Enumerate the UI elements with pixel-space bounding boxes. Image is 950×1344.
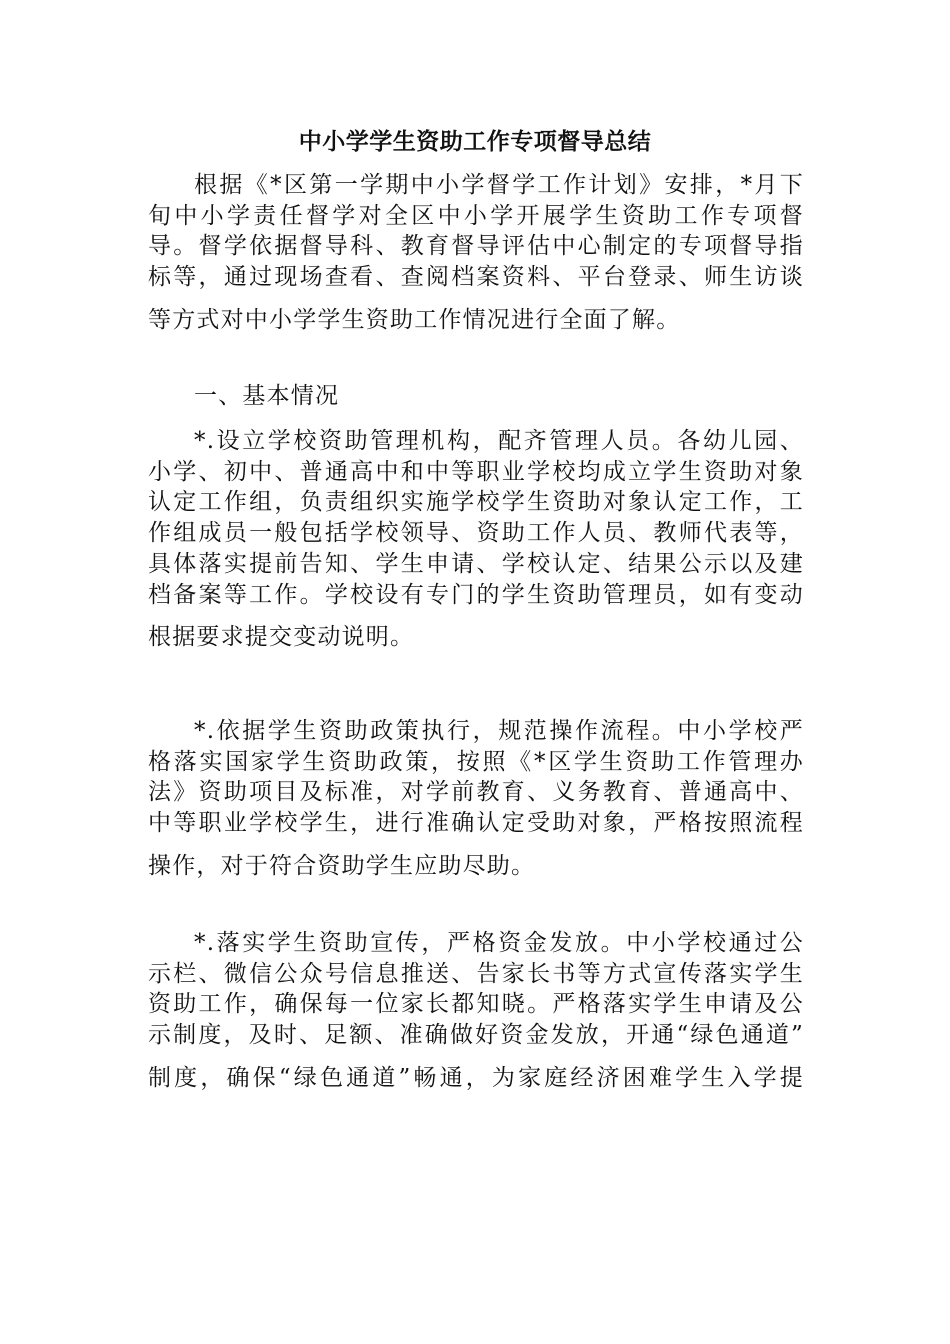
paragraph-item-3 [148, 928, 804, 1094]
paragraph-line: 作组成员一般包括学校领导、资助工作人员、教师代表等， [148, 520, 804, 547]
paragraph-line: 制度，确保“绿色通道”畅通，为家庭经济困难学生入学提 [148, 1064, 804, 1091]
paragraph-line: 示制度，及时、足额、准确做好资金发放，开通“绿色通道” [148, 1022, 804, 1049]
section-heading [148, 381, 804, 412]
paragraph-line: 法》资助项目及标准，对学前教育、义务教育、普通高中、 [148, 779, 804, 806]
paragraph-line: 档备案等工作。学校设有专门的学生资助管理员，如有变动 [148, 581, 804, 608]
paragraph-line: 格落实国家学生资助政策，按照《*区学生资助工作管理办 [148, 748, 804, 775]
paragraph-line: 认定工作组，负责组织实施学校学生资助对象认定工作，工 [148, 489, 804, 516]
paragraph-line: *.设立学校资助管理机构，配齐管理人员。各幼儿园、 [194, 428, 804, 454]
paragraph-line: *.依据学生资助政策执行，规范操作流程。中小学校严 [194, 718, 804, 744]
paragraph-line: 根据要求提交变动说明。 [148, 624, 415, 651]
paragraph-line: 导。督学依据督导科、教育督导评估中心制定的专项督导指 [148, 233, 804, 260]
paragraph-item-1 [148, 426, 804, 653]
paragraph-item-2 [148, 716, 804, 882]
paragraph-line: 具体落实提前告知、学生申请、学校认定、结果公示以及建 [148, 550, 804, 577]
paragraph-line: 操作，对于符合资助学生应助尽助。 [148, 852, 536, 879]
paragraph-intro [148, 170, 804, 336]
document-title: 中小学学生资助工作专项督导总结 [298, 129, 652, 155]
paragraph-line: 资助工作，确保每一位家长都知晓。严格落实学生申请及公 [148, 991, 804, 1018]
paragraph-line: 等方式对中小学学生资助工作情况进行全面了解。 [148, 306, 681, 333]
section-heading-text: 一、基本情况 [194, 383, 340, 409]
paragraph-line: 小学、初中、普通高中和中等职业学校均成立学生资助对象 [148, 458, 804, 485]
paragraph-line: 旬中小学责任督学对全区中小学开展学生资助工作专项督 [148, 202, 804, 229]
paragraph-line: 根据《*区第一学期中小学督学工作计划》安排，*月下 [194, 172, 804, 198]
paragraph-line: 示栏、微信公众号信息推送、告家长书等方式宣传落实学生 [148, 960, 804, 987]
paragraph-line: *.落实学生资助宣传，严格资金发放。中小学校通过公 [194, 930, 804, 956]
paragraph-line: 中等职业学校学生，进行准确认定受助对象，严格按照流程 [148, 810, 804, 837]
paragraph-line: 标等，通过现场查看、查阅档案资料、平台登录、师生访谈 [148, 264, 804, 291]
